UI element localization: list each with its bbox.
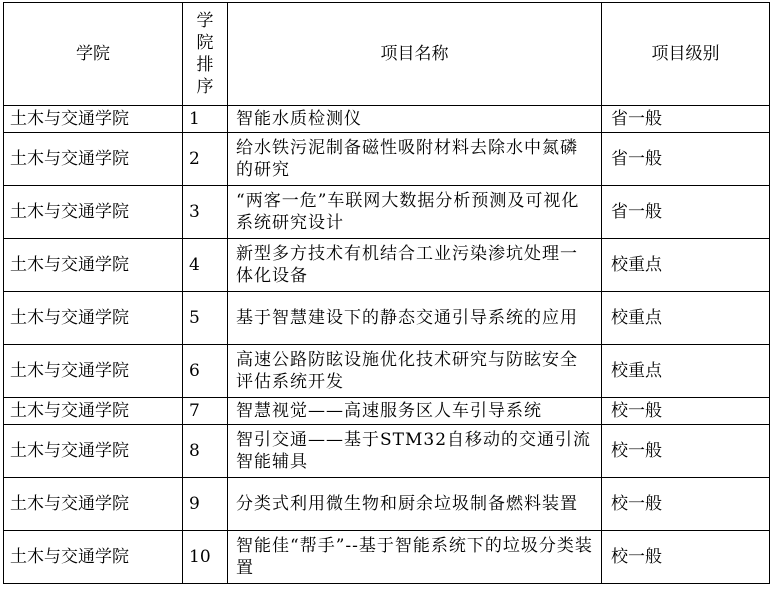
project-table xyxy=(3,2,770,584)
cell-college: 土木与交通学院 xyxy=(4,531,183,584)
cell-project-name: 智能水质检测仪 xyxy=(228,106,602,133)
cell-project-name: 新型多方技术有机结合工业污染渗坑处理一体化设备 xyxy=(228,239,602,292)
cell-rank: 10 xyxy=(183,531,228,584)
table-row xyxy=(4,239,770,292)
cell-college: 土木与交通学院 xyxy=(4,292,183,345)
cell-project-name: 高速公路防眩设施优化技术研究与防眩安全评估系统开发 xyxy=(228,345,602,398)
header-project-name: 项目名称 xyxy=(228,3,602,106)
table-row xyxy=(4,425,770,478)
header-project-level: 项目级别 xyxy=(602,3,770,106)
cell-college: 土木与交通学院 xyxy=(4,345,183,398)
cell-rank: 9 xyxy=(183,478,228,531)
cell-rank: 3 xyxy=(183,186,228,239)
table-row xyxy=(4,345,770,398)
cell-rank: 8 xyxy=(183,425,228,478)
cell-college: 土木与交通学院 xyxy=(4,398,183,425)
cell-project-level: 校重点 xyxy=(602,239,770,292)
cell-project-name: 基于智慧建设下的静态交通引导系统的应用 xyxy=(228,292,602,345)
table-row xyxy=(4,133,770,186)
cell-project-name: 智引交通——基于STM32自移动的交通引流智能辅具 xyxy=(228,425,602,478)
cell-project-level: 校重点 xyxy=(602,345,770,398)
cell-project-level: 校一般 xyxy=(602,398,770,425)
header-rank xyxy=(183,3,228,106)
cell-college: 土木与交通学院 xyxy=(4,106,183,133)
cell-college: 土木与交通学院 xyxy=(4,133,183,186)
cell-project-level: 省一般 xyxy=(602,133,770,186)
cell-rank: 5 xyxy=(183,292,228,345)
table-row xyxy=(4,106,770,133)
cell-project-level: 校一般 xyxy=(602,531,770,584)
cell-rank: 7 xyxy=(183,398,228,425)
cell-project-level: 校一般 xyxy=(602,425,770,478)
cell-project-name: 给水铁污泥制备磁性吸附材料去除水中氮磷的研究 xyxy=(228,133,602,186)
table-header-row xyxy=(4,3,770,106)
header-rank-label: 学院排序 xyxy=(196,11,214,97)
cell-project-level: 校重点 xyxy=(602,292,770,345)
cell-project-name: 智能佳“帮手”--基于智能系统下的垃圾分类装置 xyxy=(228,531,602,584)
header-college: 学院 xyxy=(4,3,183,106)
cell-college: 土木与交通学院 xyxy=(4,239,183,292)
cell-rank: 1 xyxy=(183,106,228,133)
cell-project-name: “两客一危”车联网大数据分析预测及可视化系统研究设计 xyxy=(228,186,602,239)
cell-project-level: 校一般 xyxy=(602,478,770,531)
cell-project-name: 智慧视觉——高速服务区人车引导系统 xyxy=(228,398,602,425)
cell-project-level: 省一般 xyxy=(602,186,770,239)
cell-college: 土木与交通学院 xyxy=(4,425,183,478)
cell-rank: 6 xyxy=(183,345,228,398)
table-row xyxy=(4,531,770,584)
cell-college: 土木与交通学院 xyxy=(4,478,183,531)
cell-project-name: 分类式利用微生物和厨余垃圾制备燃料装置 xyxy=(228,478,602,531)
table-row xyxy=(4,292,770,345)
table-row xyxy=(4,478,770,531)
table-row xyxy=(4,398,770,425)
cell-rank: 4 xyxy=(183,239,228,292)
cell-college: 土木与交通学院 xyxy=(4,186,183,239)
cell-rank: 2 xyxy=(183,133,228,186)
table-row xyxy=(4,186,770,239)
cell-project-level: 省一般 xyxy=(602,106,770,133)
